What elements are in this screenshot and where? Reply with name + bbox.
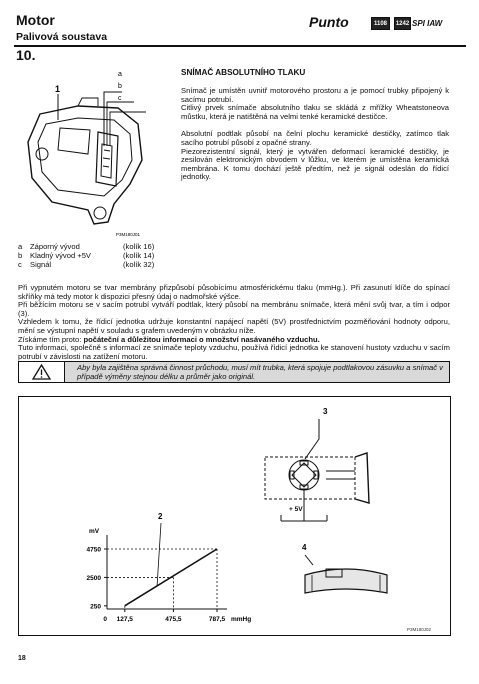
pin-row — [18, 260, 154, 269]
page-subtitle: Palivová soustava — [16, 31, 108, 43]
plus-5v-label: + 5V — [289, 506, 303, 513]
header-rule — [14, 45, 466, 47]
engine-label: SPI IAW — [412, 19, 443, 28]
section-number: 10. — [16, 47, 36, 63]
gain-emphasis: počáteční a důležitou informaci o množství nasávaného vzduchu. — [83, 334, 320, 344]
pin-name: Kladný vývod +5V — [30, 251, 91, 260]
y-tick-label: 250 — [90, 603, 101, 611]
pin-row — [18, 251, 154, 260]
page-number: 18 — [18, 655, 26, 662]
pin-list — [18, 242, 154, 269]
body-paragraph: Při vypnutém motoru se tvar membrány přizpůsobí působícímu atmosférickému tlaku (mmHg.). Při zasunutí klíče do spínací skříňky má tedy motor k dispozici přesný údaj o nadmořské výšce. — [18, 283, 450, 301]
x-tick-label: 127,5 — [116, 616, 133, 623]
intro-paragraph: Citlivý prvek snímače absolutního tlaku se skládá z mřížky Wheatstoneova můstku, která je natištěná na velmi tenké keramické destičce. — [181, 103, 449, 121]
warning-triangle-icon — [19, 362, 65, 382]
pin-row — [18, 242, 154, 251]
pin-number: (kolík 14) — [123, 251, 155, 260]
pin-letter: a — [18, 242, 23, 251]
figure-letter-b: b — [118, 83, 122, 90]
x-tick-label: 0 — [103, 616, 107, 623]
diagram-canvas — [19, 397, 450, 635]
pin-name: Záporný vývod — [30, 242, 80, 251]
figure-code: P3M180J01 — [116, 232, 141, 237]
sensor-figure — [18, 62, 168, 240]
diagram-callout-4: 4 — [302, 543, 307, 552]
characteristic-line — [125, 549, 217, 606]
engine-badge-2: 1242 — [394, 17, 411, 30]
pin-letter: c — [18, 260, 22, 269]
diagram-frame — [18, 396, 451, 636]
body-paragraph: Při běžícím motoru se v sacím potrubí vytváří podtlak, který působí na membránu snímače, která mění svůj tvar, a tím i odpor (3). — [18, 300, 450, 318]
body-paragraph: Tuto informaci, společně s informací ze snímače teploty vzduchu, používá řídicí jednotka ke stanovení hustoty vzduchu v sacím potrubí v závislosti na zatížení motoru. — [18, 343, 450, 361]
intro-paragraph: Snímač je umístěn uvnitř motorového prostoru a je pomocí trubky připojený k sacímu potrubí. — [181, 86, 449, 104]
pin-name: Signál — [30, 260, 52, 269]
voltage-pressure-chart — [87, 512, 252, 623]
pin-number: (kolík 32) — [123, 260, 155, 269]
figure-letter-c: c — [118, 95, 122, 102]
gain-prefix: Získáme tím proto: — [18, 334, 82, 344]
warning-text: Aby byla zajištěna správná činnost průchodu, musí mít trubka, která spojuje podtlakovou zásuvku a snímač v případě výměny stejnou délku a průměr jako originál. — [77, 363, 443, 381]
warning-box — [18, 361, 450, 383]
page-title: Motor — [16, 12, 55, 28]
figure-callout-1: 1 — [55, 84, 61, 94]
diagram-callout-2: 2 — [158, 512, 163, 521]
section-heading: SNÍMAČ ABSOLUTNÍHO TLAKU — [181, 68, 306, 77]
y-axis-label: mV — [89, 528, 100, 535]
membrane-drawing — [305, 555, 387, 593]
bridge-sensor-drawing — [265, 419, 369, 521]
y-tick-label: 4750 — [86, 546, 101, 554]
intro-paragraph: Piezorezistentní signál, který je vytvářen deformací keramické destičky, je zesilován elektronickým obvodem v lůžku, ve kterém je umístěna keramická membrána. K tomu dochází ještě předtím, než je signál odeslán do řídicí jednotky. — [181, 146, 449, 182]
brand-name: Punto — [309, 14, 349, 30]
x-tick-label: 475,5 — [165, 616, 182, 623]
intro-block — [181, 87, 449, 182]
body-block — [18, 284, 450, 361]
intro-paragraph: Absolutní podtlak působí na čelní plochu keramické destičky, zatímco tlak sacího potrubí působí z opačné strany. — [181, 129, 449, 147]
figure-letter-a: a — [118, 71, 122, 78]
pin-letter: b — [18, 251, 23, 260]
pin-number: (kolík 16) — [123, 242, 155, 251]
engine-badge-1: 1108 — [371, 17, 390, 30]
diagram-callout-3: 3 — [323, 407, 328, 416]
x-tick-label: 787,5 — [208, 616, 226, 623]
y-tick-label: 2500 — [86, 574, 101, 582]
x-axis-label: mmHg — [231, 616, 252, 623]
diagram-code: P3M180J02 — [407, 627, 432, 632]
body-paragraph: Vzhledem k tomu, že řídicí jednotka udržuje konstantní napájecí napětí (5V) prostřednictvím pozměňování hodnoty odporu, mění se výstupní napětí v souladu s grafem uvedeným v obrázku níže. — [18, 317, 450, 335]
callout-2-leader — [157, 523, 161, 586]
